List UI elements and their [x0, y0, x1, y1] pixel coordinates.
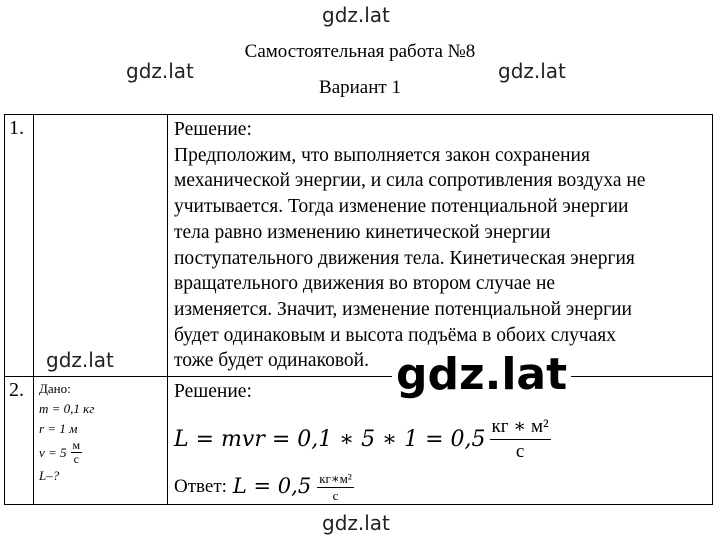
solution-cell-1: [168, 115, 713, 377]
given-velocity: [39, 439, 167, 466]
variant-title: Вариант 1: [319, 77, 401, 98]
answer-unit-fraction: [317, 471, 354, 504]
watermark-right: gdz.lat: [498, 59, 566, 83]
given-find: L–?: [39, 468, 60, 483]
solution-heading-2: Решение:: [174, 381, 252, 402]
watermark-bottom: gdz.lat: [322, 511, 390, 535]
solution-line: тела равно изменению кинетической энергии: [174, 221, 551, 243]
watermark-left: gdz.lat: [126, 59, 194, 83]
formula-text: L = mvr = 0,1 ∗ 5 ∗ 1 = 0,5: [174, 426, 486, 452]
answer-unit-num: кг∗м²: [319, 470, 352, 486]
given-cell-1: [34, 115, 168, 377]
velocity-unit-num: м: [72, 438, 81, 452]
watermark-cell: gdz.lat: [46, 348, 114, 372]
task-row-2: [5, 377, 713, 505]
solution-line: механической энергии, и сила сопротивления воздуха не: [174, 170, 646, 192]
task-row-1: [5, 115, 713, 377]
solution-line: учитывается. Тогда изменение потенциальной энергии: [174, 196, 629, 218]
solution-line: поступательного движения тела. Кинетическая энергия: [174, 247, 635, 269]
page-title: Самостоятельная работа №8: [244, 41, 476, 62]
solution-line: вращательного движения во втором случае не: [174, 273, 556, 295]
solution-heading-1: Решение:: [174, 119, 252, 140]
task-number-1: 1.: [5, 115, 34, 377]
given-label: Дано:: [39, 381, 71, 396]
watermark-top: gdz.lat: [322, 3, 390, 27]
given-cell-2: [34, 377, 168, 505]
velocity-unit-fraction: [71, 439, 83, 466]
formula-unit-fraction: [490, 415, 551, 464]
solution-line: будет одинаковым и высота подъёма в обоих случаях: [174, 324, 617, 346]
formula-unit-den: с: [515, 441, 525, 463]
answer: [174, 471, 708, 504]
solution-line: Предположим, что выполняется закон сохранения: [174, 144, 590, 166]
answer-unit-den: с: [332, 487, 339, 503]
formula-unit-num: кг ∗ м²: [490, 415, 551, 440]
solution-line: изменяется. Значит, изменение потенциальной энергии: [174, 298, 632, 320]
velocity-unit-den: с: [73, 452, 79, 466]
given-mass: m = 0,1 кг: [39, 401, 95, 416]
solution-line: тоже будет одинаковой.: [174, 350, 369, 372]
formula: [174, 411, 708, 469]
task-number-2: 2.: [5, 377, 34, 505]
given-radius: r = 1 м: [39, 421, 78, 436]
answer-text: L = 0,5: [232, 474, 312, 499]
solution-table: [4, 114, 713, 505]
watermark-large: gdz.lat: [392, 353, 571, 397]
given-velocity-value: v = 5: [39, 444, 67, 460]
answer-label: Ответ:: [174, 476, 227, 498]
